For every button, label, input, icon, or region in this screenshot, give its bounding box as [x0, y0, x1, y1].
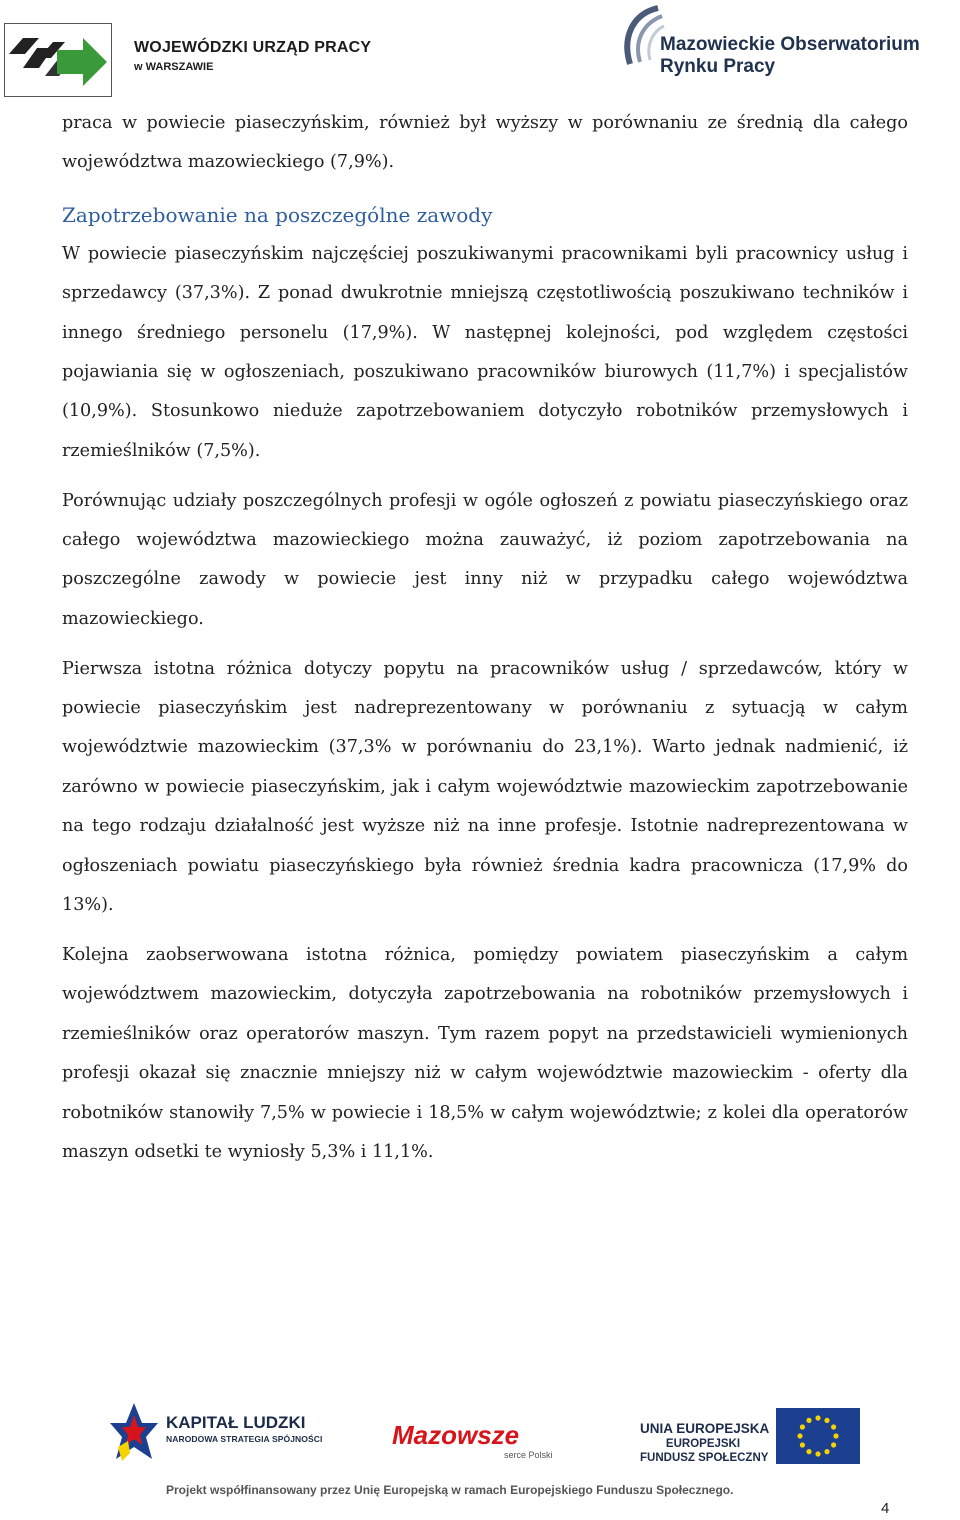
page-header: [0, 0, 960, 100]
cofinancing-note: Projekt współfinansowany przez Unię Europejską w ramach Europejskiego Funduszu Społecznego.: [166, 1483, 734, 1497]
mazowsze-logo: [392, 1421, 553, 1461]
page-footer: [0, 1395, 960, 1520]
eu-fund-line1: EUROPEJSKI: [665, 1438, 741, 1450]
wup-arrow-icon: [5, 24, 111, 96]
observatory-name: [660, 34, 920, 78]
mazowsze-tagline: serce Polski: [504, 1450, 553, 1460]
page-number: 4: [881, 1500, 890, 1517]
kapital-ludzki-logo: [166, 1413, 322, 1445]
document-body: [62, 104, 908, 1172]
observatory-swoosh-icon: [618, 2, 666, 72]
eu-flag-icon: [776, 1408, 860, 1464]
paragraph-1: W powiecie piaseczyńskim najczęściej poszukiwanymi pracownikami byli pracownicy usług i sprzedawcy (37,3%). Z ponad dwukrotnie mniejszą częstotliwością poszukiwano techników i innego średniego personelu (17,9%). W następnej kolejności, pod względem częstości pojawiania się w ogłoszeniach, poszukiwano pracowników biurowych (11,7%) i specjalistów (10,9%). Stosunkowo nieduże zapotrzebowaniem dotyczyło robotników przemysłowych i rzemieślników (7,5%).: [62, 243, 908, 461]
eu-title: UNIA EUROPEJSKA: [640, 1421, 770, 1436]
wup-name: [134, 38, 371, 76]
wup-title: WOJEWÓDZKI URZĄD PRACY: [134, 39, 372, 56]
paragraph-3: Pierwsza istotna różnica dotyczy popytu na pracowników usług / sprzedawców, który w powiecie piaseczyńskim jest nadreprezentowany w porównaniu z sytuacją w całym województwie mazowieckim (37,3% w porównaniu do 23,1%). Warto jednak nadmienić, iż zarówno w powiecie piaseczyńskim, jak i całym województwie mazowieckim zapotrzebowanie na tego rodzaju działalność jest wyższe niż na inne profesje. Istotnie nadreprezentowana w ogłoszeniach powiatu piaseczyńskiego była również średnia kadra pracownicza (17,9% do 13%).: [62, 658, 908, 916]
mazowsze-name: Mazowsze: [392, 1420, 520, 1450]
observatory-subtitle: Rynku Pracy: [660, 56, 776, 77]
paragraph-2: Porównując udziały poszczególnych profesji w ogóle ogłoszeń z powiatu piaseczyńskiego oraz całego województwa mazowieckiego można zauważyć, iż poziom zapotrzebowania na poszczególne zawody w powiecie jest inny niż w przypadku całego województwa mazowieckiego.: [62, 490, 908, 629]
section-heading: Zapotrzebowanie na poszczególne zawody: [62, 202, 493, 227]
observatory-title: Mazowieckie Obserwatorium: [660, 34, 920, 55]
paragraph-intro: praca w powiecie piaseczyńskim, również był wyższy w porównaniu ze średnią dla całego województwa mazowieckiego (7,9%).: [62, 113, 908, 173]
eu-fund-line2: FUNDUSZ SPOŁECZNY: [640, 1452, 769, 1464]
paragraph-4: Kolejna zaobserwowana istotna różnica, pomiędzy powiatem piaseczyńskim a całym województwem mazowieckim, dotyczyła zapotrzebowania na robotników przemysłowych i rzemieślników oraz operatorów maszyn. Tym razem popyt na przedstawicieli wymienionych profesji okazał się znacznie mniejszy niż w całym województwie mazowieckim - oferty dla robotników stanowiły 7,5% w powiecie i 18,5% w całym województwie; z kolei dla operatorów maszyn odsetki te wyniosły 5,3% i 11,1%.: [62, 944, 908, 1162]
wup-logo: [4, 23, 112, 97]
kapital-ludzki-subtitle: NARODOWA STRATEGIA SPÓJNOŚCI: [166, 1434, 323, 1444]
kapital-ludzki-star-icon: [108, 1401, 160, 1465]
eu-logo-text: [640, 1421, 770, 1465]
wup-city: w WARSZAWIE: [134, 61, 214, 73]
kapital-ludzki-title: KAPITAŁ LUDZKI: [166, 1413, 306, 1432]
